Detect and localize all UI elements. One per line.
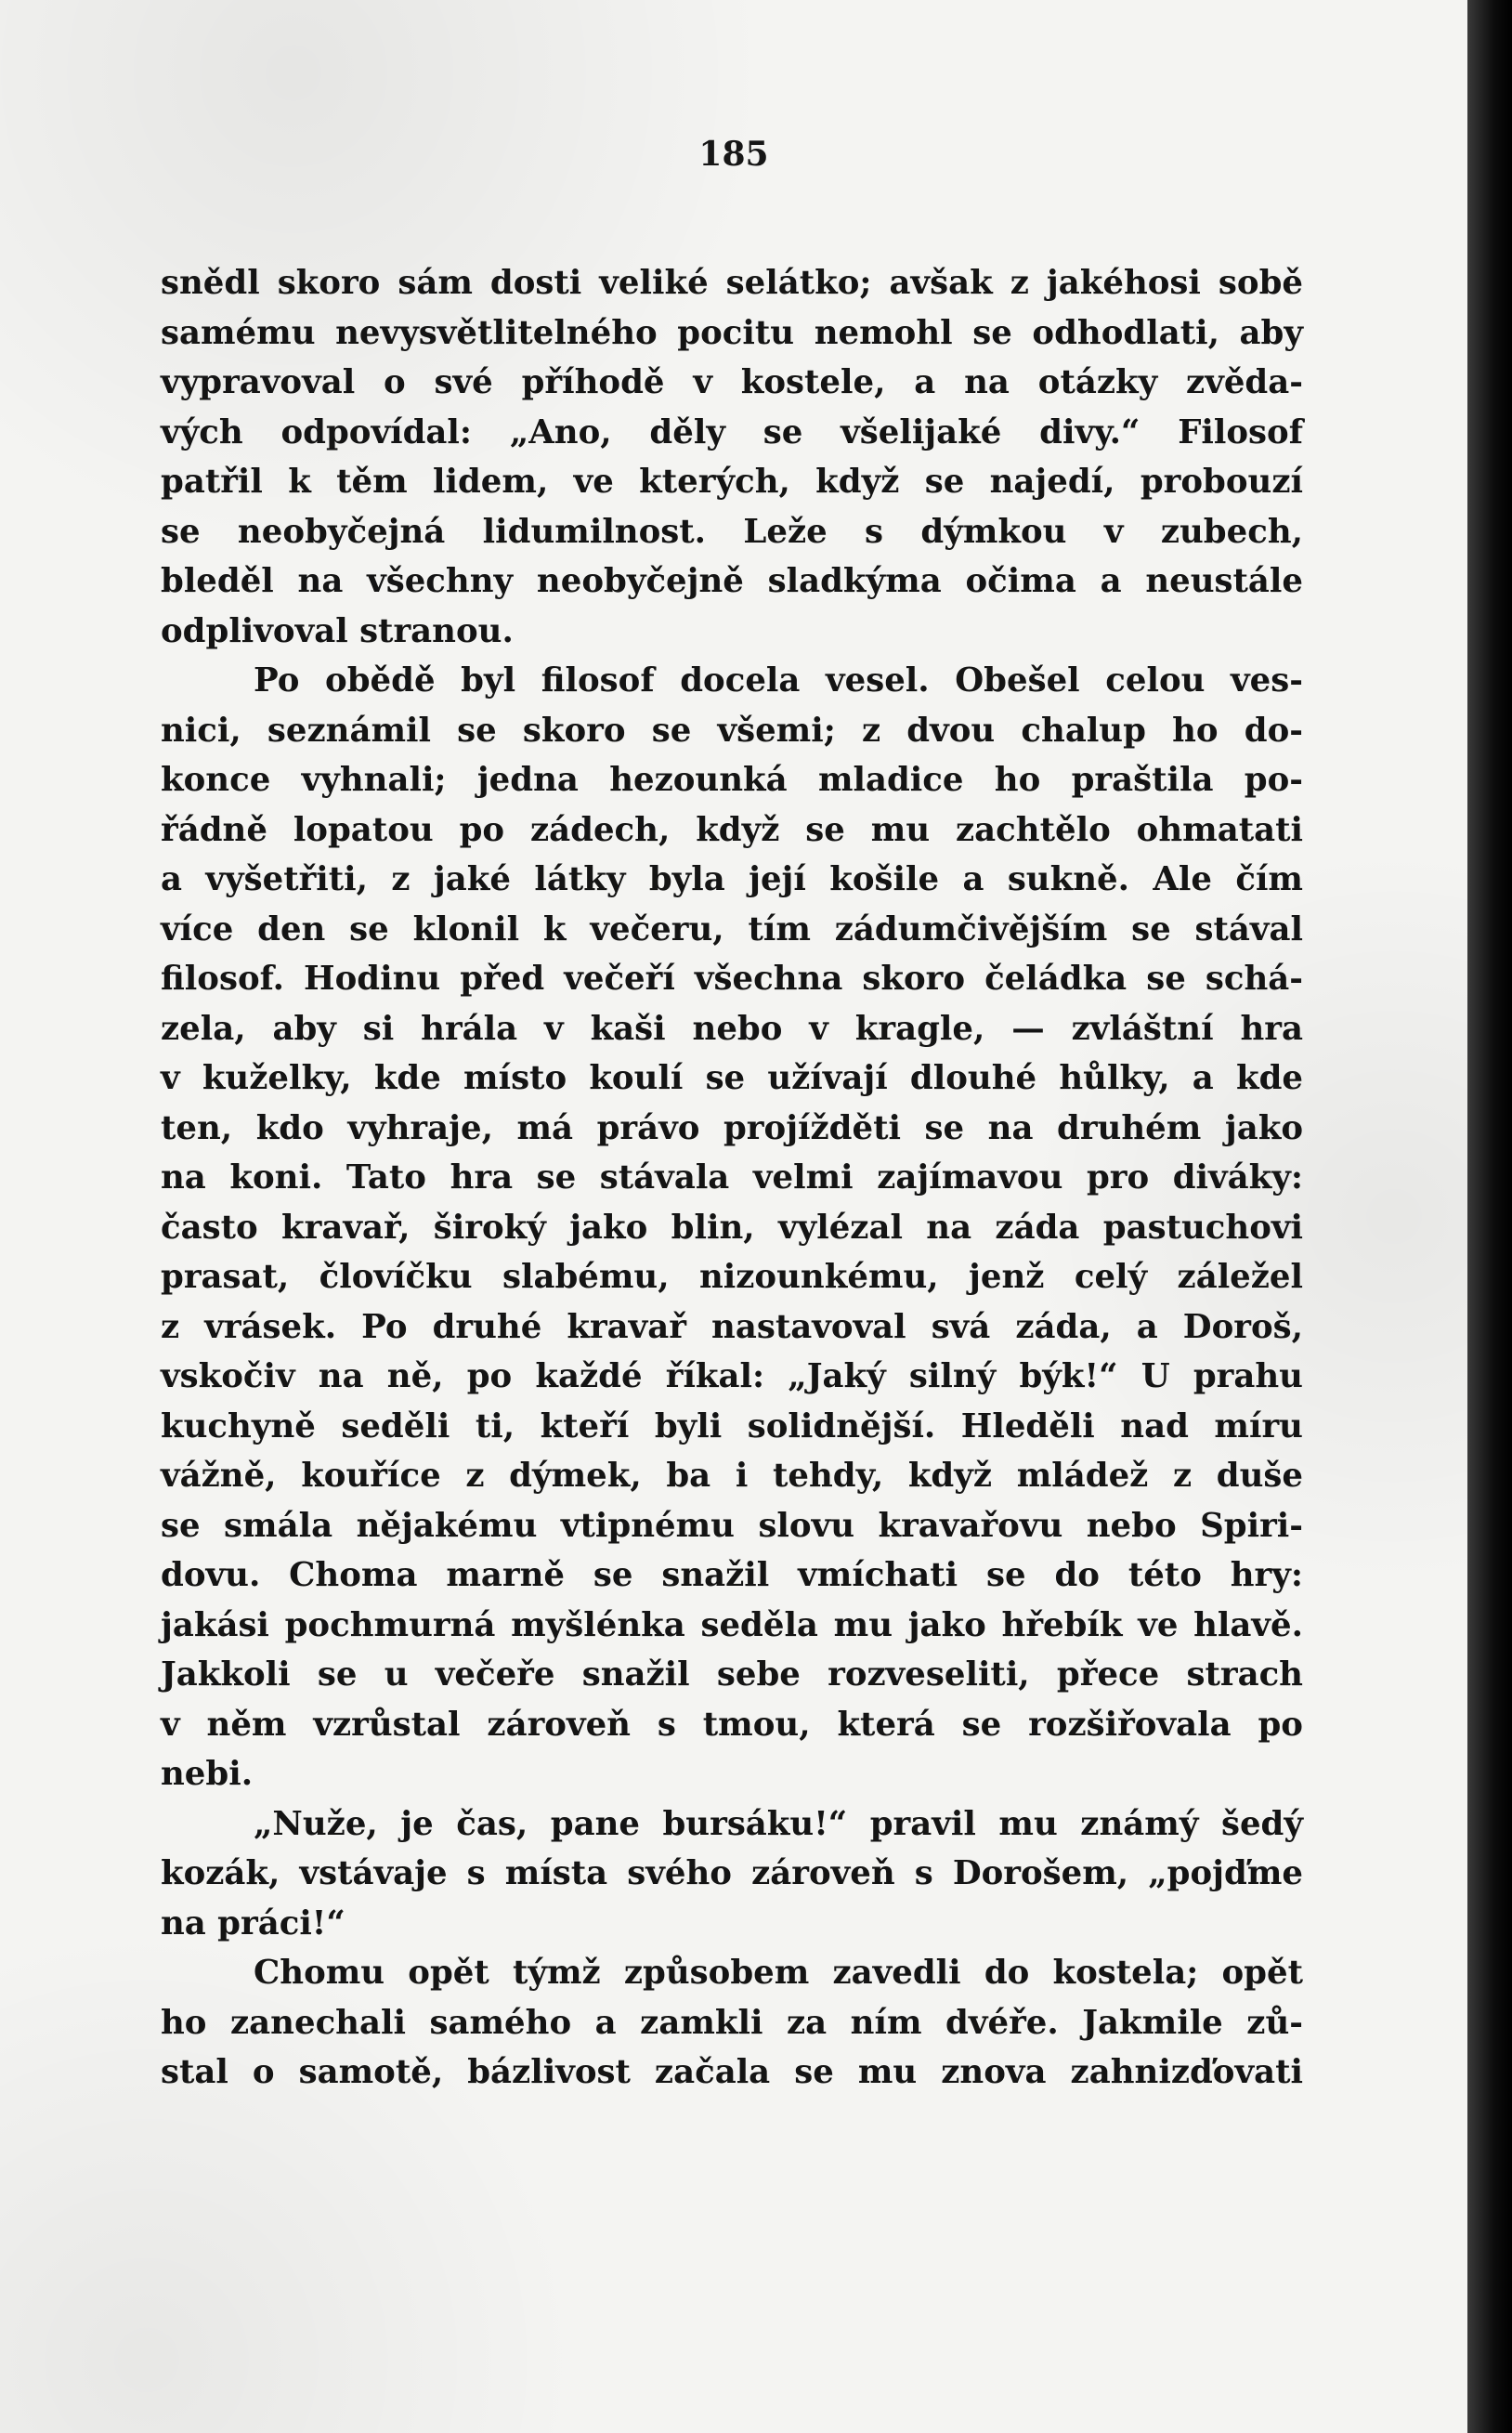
text-line: se neobyčejná lidumilnost. Leže s dýmkou v zubech, [161, 512, 1303, 551]
text-line: Jakkoli se u večeře snažil sebe rozveseliti, přece strach [161, 1655, 1303, 1694]
text-line: ho zanechali samého a zamkli za ním dvéře. Jakmile zů- [161, 2003, 1303, 2042]
text-line: řádně lopatou po zádech, když se mu zachtělo ohmatati [161, 810, 1303, 849]
page-edge-shadow [1467, 0, 1512, 2433]
text-line: ten, kdo vyhraje, má právo projížděti se na druhém jako [161, 1108, 1303, 1147]
paragraph-start-line: „Nuže, je čas, pane bursáku!“ pravil mu známý šedý [254, 1804, 1303, 1843]
text-line: často kravař, široký jako blin, vylézal na záda pastuchovi [161, 1208, 1303, 1247]
text-line: jakási pochmurná myšlénka seděla mu jako hřebík ve hlavě. [161, 1605, 1303, 1644]
text-line: dovu. Choma marně se snažil vmíchati se do této hry: [161, 1556, 1303, 1594]
text-line: prasat, človíčku slabému, nizounkému, jenž celý záležel [161, 1258, 1303, 1296]
text-line: vážně, kouříce z dýmek, ba i tehdy, když mládež z duše [161, 1457, 1303, 1495]
text-line: vskočiv na ně, po každé říkal: „Jaký silný býk!“ U prahu [161, 1357, 1303, 1395]
text-line: kozák, vstávaje s místa svého zároveň s Dorošem, „pojďme [161, 1854, 1303, 1892]
text-line: bleděl na všechny neobyčejně sladkýma očima a neustále [161, 562, 1303, 600]
paragraph-start-line: Chomu opět týmž způsobem zavedli do kostela; opět [254, 1954, 1303, 1992]
text-line: snědl skoro sám dosti veliké selátko; avšak z jakéhosi sobě [161, 264, 1303, 302]
paragraph-end-line: na práci!“ [161, 1903, 345, 1942]
paragraph-start-line: Po obědě byl filosof docela vesel. Obešel celou ves- [254, 661, 1303, 700]
text-line: zela, aby si hrála v kaši nebo v kragle, — zvláštní hra [161, 1009, 1303, 1048]
text-line: patřil k těm lidem, ve kterých, když se najedí, probouzí [161, 463, 1303, 501]
text-line: na koni. Tato hra se stávala velmi zajímavou pro diváky: [161, 1158, 1303, 1197]
text-line: filosof. Hodinu před večeří všechna skoro čeládka se schá- [161, 960, 1303, 998]
text-line: vypravoval o své příhodě v kostele, a na otázky zvěda- [161, 363, 1303, 401]
text-line: v něm vzrůstal zároveň s tmou, která se rozšiřovala po [161, 1705, 1303, 1744]
text-line: kuchyně seděli ti, kteří byli solidnější. Hleděli nad míru [161, 1406, 1303, 1445]
text-line: více den se klonil k večeru, tím zádumčivějším se stával [161, 909, 1303, 948]
text-line: vých odpovídal: „Ano, děly se všelijaké divy.“ Filosof [161, 412, 1303, 451]
text-line: se smála nějakému vtipnému slovu kravařovu nebo Spiri- [161, 1506, 1303, 1545]
text-line: samému nevysvětlitelného pocitu nemohl se odhodlati, aby [161, 313, 1303, 352]
body-text [161, 258, 1303, 2098]
text-line: nici, seznámil se skoro se všemi; z dvou chalup ho do- [161, 711, 1303, 750]
text-line: z vrásek. Po druhé kravař nastavoval svá záda, a Doroš, [161, 1307, 1303, 1346]
paragraph-end-line: odplivoval stranou. [161, 611, 514, 650]
text-line: stal o samotě, bázlivost začala se mu znova zahnizďovati [161, 2053, 1303, 2091]
paragraph-end-line: nebi. [161, 1755, 254, 1793]
text-line: v kuželky, kde místo koulí se užívají dlouhé hůlky, a kde [161, 1059, 1303, 1097]
page-number: 185 [698, 135, 769, 174]
text-line: konce vyhnali; jedna hezounká mladice ho praštila po- [161, 761, 1303, 799]
text-line: a vyšetřiti, z jaké látky byla její košile a sukně. Ale čím [161, 860, 1303, 898]
